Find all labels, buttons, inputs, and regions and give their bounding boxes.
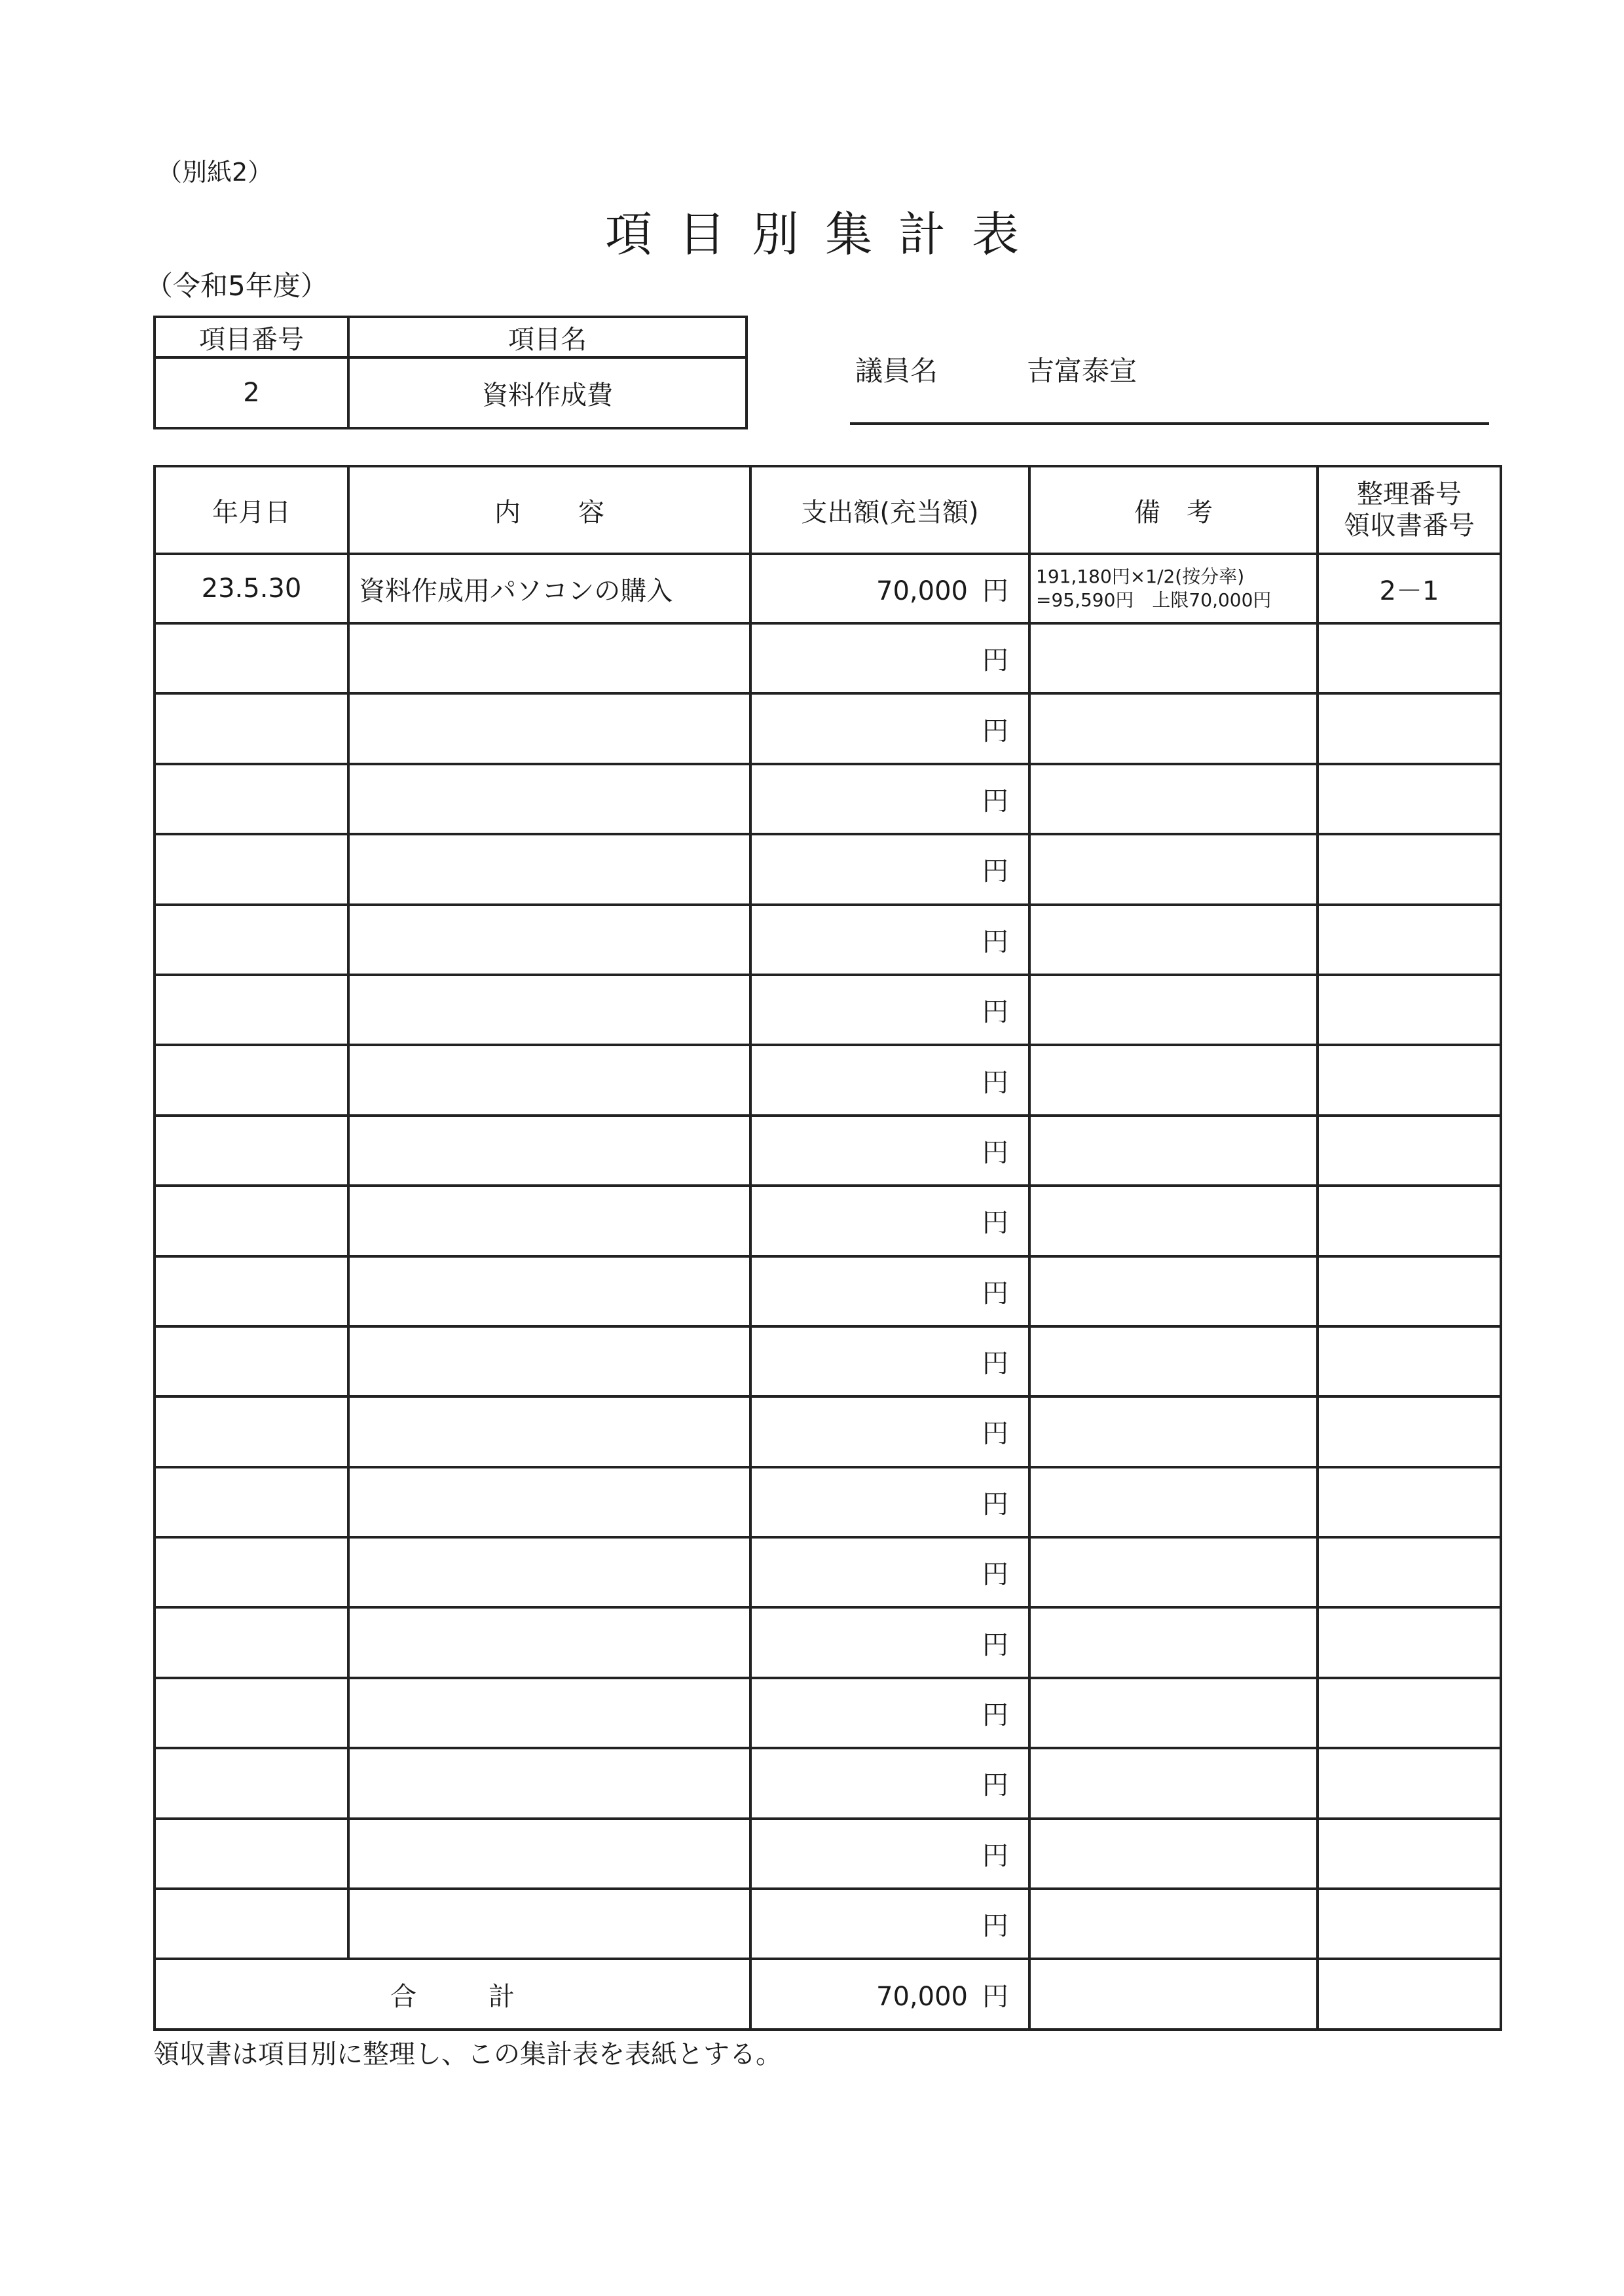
row-amount <box>750 1186 1029 1256</box>
row-remarks <box>1029 693 1318 763</box>
row-amount <box>750 1678 1029 1748</box>
row-date <box>155 834 348 904</box>
row-date <box>155 764 348 834</box>
yen-unit: 円 <box>982 1840 1008 1871</box>
total-label: 合 計 <box>155 1959 750 2030</box>
row-reference <box>1318 1889 1501 1959</box>
row-content <box>348 1889 750 1959</box>
row-amount <box>750 1326 1029 1396</box>
yen-unit: 円 <box>982 786 1008 816</box>
row-content <box>348 1256 750 1326</box>
table-row <box>155 1678 1501 1748</box>
row-date <box>155 1819 348 1889</box>
total-amount: 70,000 円 <box>750 1959 1029 2030</box>
yen-unit: 円 <box>982 926 1008 957</box>
row-content <box>348 1537 750 1607</box>
amount-header: 支出額(充当額) <box>750 466 1029 554</box>
row-amount <box>750 1467 1029 1537</box>
row-amount <box>750 905 1029 975</box>
row-content <box>348 1186 750 1256</box>
header-row <box>155 466 1501 554</box>
row-amount <box>750 1607 1029 1677</box>
row-remarks <box>1029 1045 1318 1115</box>
row-date <box>155 975 348 1045</box>
row-reference <box>1318 623 1501 693</box>
row-content <box>348 905 750 975</box>
row-amount <box>750 1045 1029 1115</box>
yen-unit: 円 <box>982 646 1008 676</box>
row-remarks <box>1029 1186 1318 1256</box>
total-reference <box>1318 1959 1501 2030</box>
row-reference <box>1318 1256 1501 1326</box>
item-table <box>153 316 748 429</box>
item-number-header: 項目番号 <box>155 317 348 357</box>
row-date <box>155 1256 348 1326</box>
yen-unit: 円 <box>982 1137 1008 1168</box>
yen-unit: 円 <box>982 1630 1008 1660</box>
table-row <box>155 1045 1501 1115</box>
row-remarks <box>1029 1467 1318 1537</box>
table-row <box>155 1537 1501 1607</box>
table-row <box>155 1819 1501 1889</box>
row-content <box>348 1467 750 1537</box>
yen-unit: 円 <box>982 856 1008 887</box>
table-row <box>155 834 1501 904</box>
yen-unit: 円 <box>982 1349 1008 1379</box>
row-remarks <box>1029 905 1318 975</box>
row-date <box>155 1748 348 1818</box>
row-remarks <box>1029 834 1318 904</box>
row-reference <box>1318 1396 1501 1467</box>
remarks-header: 備 考 <box>1029 466 1318 554</box>
footnote: 領収書は項目別に整理し、この集計表を表紙とする。 <box>153 2039 782 2069</box>
row-date <box>155 623 348 693</box>
row-remarks: 191,180円×1/2(按分率) =95,590円 上限70,000円 <box>1029 554 1318 623</box>
row-amount <box>750 1256 1029 1326</box>
row-remarks <box>1029 1396 1318 1467</box>
row-date <box>155 905 348 975</box>
row-content <box>348 1326 750 1396</box>
row-reference <box>1318 1537 1501 1607</box>
item-number: 2 <box>155 357 348 428</box>
row-reference <box>1318 693 1501 763</box>
row-remarks <box>1029 1819 1318 1889</box>
row-amount <box>750 1748 1029 1818</box>
annex-label: （別紙2） <box>157 158 273 187</box>
row-reference <box>1318 1326 1501 1396</box>
row-reference <box>1318 1116 1501 1186</box>
row-content <box>348 834 750 904</box>
row-reference <box>1318 1678 1501 1748</box>
row-remarks <box>1029 1889 1318 1959</box>
row-content <box>348 1607 750 1677</box>
row-date <box>155 1116 348 1186</box>
row-content <box>348 764 750 834</box>
table-row <box>155 554 1501 623</box>
date-header: 年月日 <box>155 466 348 554</box>
row-amount <box>750 1819 1029 1889</box>
content-header: 内 容 <box>348 466 750 554</box>
page-title: 項目別集計表 <box>604 207 1045 262</box>
row-reference <box>1318 975 1501 1045</box>
expense-table <box>153 465 1502 2031</box>
row-date <box>155 1537 348 1607</box>
row-reference <box>1318 1607 1501 1677</box>
row-remarks <box>1029 975 1318 1045</box>
yen-unit: 円 <box>982 997 1008 1028</box>
row-content <box>348 1678 750 1748</box>
row-reference <box>1318 1467 1501 1537</box>
yen-unit: 円 <box>982 1700 1008 1731</box>
table-row <box>155 975 1501 1045</box>
row-amount <box>750 975 1029 1045</box>
row-date <box>155 1045 348 1115</box>
row-content <box>348 975 750 1045</box>
row-content <box>348 1116 750 1186</box>
row-reference <box>1318 1748 1501 1818</box>
row-remarks <box>1029 1326 1318 1396</box>
table-row <box>155 1748 1501 1818</box>
total-row <box>155 1959 1501 2030</box>
row-amount: 70,000 円 <box>750 554 1029 623</box>
member-label: 議員名 <box>855 355 938 387</box>
row-content <box>348 693 750 763</box>
row-content <box>348 1045 750 1115</box>
row-date <box>155 1467 348 1537</box>
yen-unit: 円 <box>982 1278 1008 1309</box>
row-content <box>348 623 750 693</box>
item-name: 資料作成費 <box>348 357 747 428</box>
row-amount <box>750 623 1029 693</box>
row-date: 23.5.30 <box>155 554 348 623</box>
yen-unit: 円 <box>982 1208 1008 1239</box>
yen-unit: 円 <box>982 1770 1008 1801</box>
table-row <box>155 1256 1501 1326</box>
row-amount <box>750 764 1029 834</box>
row-remarks <box>1029 1678 1318 1748</box>
row-reference: 2－1 <box>1318 554 1501 623</box>
yen-unit: 円 <box>982 1911 1008 1942</box>
row-amount <box>750 834 1029 904</box>
row-reference <box>1318 834 1501 904</box>
table-row <box>155 1186 1501 1256</box>
member-name: 吉富泰宣 <box>1027 355 1137 387</box>
member-underline <box>850 422 1489 425</box>
row-date <box>155 693 348 763</box>
row-amount <box>750 1116 1029 1186</box>
total-remarks <box>1029 1959 1318 2030</box>
table-row <box>155 1607 1501 1677</box>
row-amount <box>750 1889 1029 1959</box>
row-amount <box>750 1396 1029 1467</box>
row-date <box>155 1889 348 1959</box>
row-remarks <box>1029 764 1318 834</box>
yen-unit: 円 <box>982 1419 1008 1449</box>
row-remarks <box>1029 1537 1318 1607</box>
table-row <box>155 1116 1501 1186</box>
row-reference <box>1318 1186 1501 1256</box>
row-reference <box>1318 1819 1501 1889</box>
table-row <box>155 1326 1501 1396</box>
row-amount <box>750 693 1029 763</box>
table-row <box>155 764 1501 834</box>
row-remarks <box>1029 1116 1318 1186</box>
yen-unit: 円 <box>982 1559 1008 1590</box>
row-content: 資料作成用パソコンの購入 <box>348 554 750 623</box>
fiscal-year: （令和5年度） <box>145 270 328 302</box>
row-amount <box>750 1537 1029 1607</box>
row-date <box>155 1396 348 1467</box>
yen-unit: 円 <box>982 716 1008 746</box>
table-row <box>155 623 1501 693</box>
table-row <box>155 1467 1501 1537</box>
row-content <box>348 1819 750 1889</box>
table-row <box>155 905 1501 975</box>
row-date <box>155 1326 348 1396</box>
table-row <box>155 1396 1501 1467</box>
row-date <box>155 1607 348 1677</box>
row-content <box>348 1396 750 1467</box>
table-row <box>155 693 1501 763</box>
row-reference <box>1318 764 1501 834</box>
row-date <box>155 1678 348 1748</box>
row-remarks <box>1029 1607 1318 1677</box>
row-content <box>348 1748 750 1818</box>
reference-header: 整理番号 領収書番号 <box>1318 466 1501 554</box>
yen-unit: 円 <box>982 1489 1008 1520</box>
row-remarks <box>1029 1256 1318 1326</box>
row-remarks <box>1029 623 1318 693</box>
row-remarks <box>1029 1748 1318 1818</box>
yen-unit: 円 <box>982 1067 1008 1098</box>
row-reference <box>1318 1045 1501 1115</box>
row-date <box>155 1186 348 1256</box>
row-reference <box>1318 905 1501 975</box>
item-name-header: 項目名 <box>348 317 747 357</box>
table-row <box>155 1889 1501 1959</box>
